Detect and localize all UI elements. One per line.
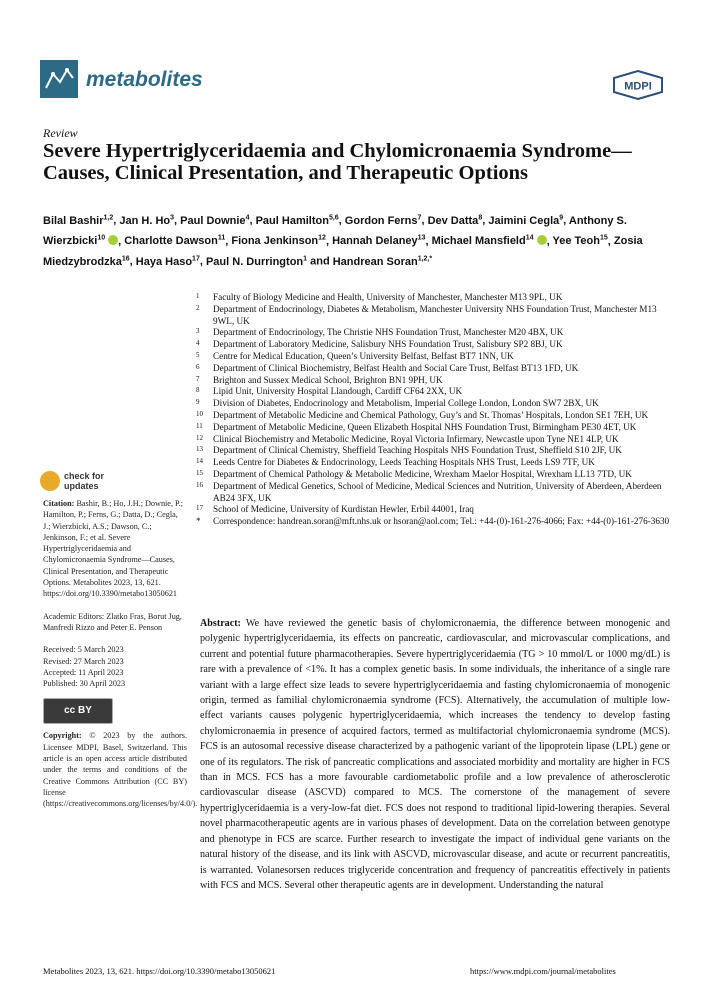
check-updates-line1: check for (64, 471, 105, 481)
affiliation-number: 4 (196, 339, 200, 348)
author (553, 235, 608, 247)
author (345, 215, 422, 227)
affiliation-item (196, 457, 670, 469)
author-name: Michael Mansfield (431, 235, 526, 248)
affiliation-number: 7 (196, 374, 200, 383)
author-name: Paul N. Durrington (205, 255, 304, 268)
orcid-icon[interactable] (537, 235, 547, 245)
author-name: Paul Hamilton (255, 214, 329, 227)
affiliation-text: Department of Endocrinology, Diabetes & Metabolism, Manchester University NHS Foundation Trust, Manchester M13 9WL, UK (213, 303, 657, 326)
affiliation-item (196, 468, 670, 481)
affiliation-number: 6 (196, 362, 200, 371)
author-affiliation-ref: 12 (318, 234, 326, 242)
affiliation-text: Department of Metabolic Medicine and Chemical Pathology, Guy’s and St. Thomas’ Hospitals, London SE1 7EH, UK (213, 409, 649, 420)
footer-journal-url[interactable]: https://www.mdpi.com/journal/metabolites (470, 966, 616, 976)
affiliation-number: 1 (196, 292, 200, 300)
affiliation-number: 2 (196, 303, 200, 312)
affiliation-item (196, 480, 670, 505)
author-name: Jaimini Cegla (488, 214, 560, 227)
author-affiliation-ref: 3 (170, 214, 175, 221)
affiliations (196, 292, 670, 528)
accepted-date: Accepted: 11 April 2023 (43, 667, 124, 677)
author-name: Handrean Soran (332, 255, 418, 268)
abstract-text: We have reviewed the genetic basis of chylomicronaemia, the difference between monogenic and polygenic hypertriglyceridaemia, its effects on pancreatic, cardiovascular, and microvascular complications, and current and potential future pharmacotherapies. Severe hypertriglyceridaemia (TG > 10 mmol/L or 1000 mg/dL) is rare with a prevalence of <1%. It has a complex genetic basis. In some individuals, the inheritance of a single rare variant with a large effect size leads to severe hypertriglyceridaemia and fasting chylomicronaemia of monogenic origin, termed as familial chylomicronaemia syndrome (FCS). Alternatively, the accumulation of multiple low-effect variants causes polygenic hypertriglyceridaemia, which increases the tendency to develop fasting chylomicronaemia in presence of acquired factors, termed as multifactorial chylomicronaemia syndrome (MCS). FCS is an autosomal recessive disease characterized by a pathogenic variant of the lipoprotein lipase (LPL) gene or one of its regulators. The risk of pancreatic complications and associated morbidity and mortality are higher in FCS than in MCS. FCS has a more favourable cardiometabolic profile and a low prevalence of atherosclerotic cardiovascular disease (ASCVD) compared to MCS. The cornerstone of the management of severe hypertriglyceridaemia is a very-low-fat diet. FCS does not respond to traditional lipid-lowering therapies. Several novel pharmacotherapeutic agents are in various phases of development. Data on the correlation between genotype and phenotype in FCS are scarce. Further research to investigate the impact of individual gene variants on the natural history of the disease, and its link with ASCVD, microvascular disease, and acute or recurrent pancreatitis, is warranted. Volanesorsen reduces triglyceride concentration and frequency of pancreatitis effectively in patients with FCS and MCS. Several other therapeutic agents are in development. Understanding the natural (200, 618, 670, 891)
affiliation-number: 14 (196, 457, 203, 466)
affiliation-number: 8 (196, 386, 200, 395)
citation-text[interactable]: Bashir, B.; Ho, J.H.; Downie, P.; Hamilton, P.; Ferns, G.; Datta, D.; Cegla, J.; Wierzbicki, A.S.; Dawson, C.; Jenkinson, F.; et al. Severe Hypertriglyceridaemia and Chylomicronaemia Syndrome—Causes, Clinical Presentation, and Therapeutic Options. Metabolites 2023, 13, 621. https://doi.org/10.3390/metabo13050621 (43, 499, 184, 599)
author-affiliation-ref: 1,2,* (417, 255, 433, 263)
author (43, 215, 113, 227)
copyright-block (43, 730, 198, 809)
author (428, 215, 483, 227)
author (256, 215, 339, 227)
footer-citation[interactable]: Metabolites 2023, 13, 621. https://doi.org/10.3390/metabo13050621 (43, 966, 276, 976)
author-affiliation-ref: 16 (121, 255, 130, 263)
author-affiliation-ref: 1 (303, 255, 308, 263)
affiliation-number: 16 (196, 480, 203, 489)
author-name: Jan H. Ho (119, 214, 171, 227)
author-name: Gordon Ferns (344, 214, 418, 227)
affiliation-item (196, 303, 670, 328)
mdpi-logo (612, 70, 664, 100)
author-name: Bilal Bashir (43, 214, 104, 227)
journal-name: metabolites (86, 68, 203, 91)
affiliation-text: School of Medicine, University of Kurdistan Hewler, Erbil 44001, Iraq (213, 504, 474, 515)
affiliation-number: 3 (196, 327, 200, 336)
author-name: Paul Downie (180, 214, 246, 227)
affiliation-item (196, 339, 670, 351)
author-name: Haya Haso (135, 255, 193, 268)
abstract (200, 616, 670, 893)
author-name: Dev Datta (427, 214, 479, 227)
author (136, 256, 200, 268)
author (180, 215, 249, 227)
affiliation-number: 9 (196, 398, 200, 407)
affiliation-number: 5 (196, 350, 200, 359)
affiliation-item (196, 386, 670, 398)
correspondence-marker: * (196, 516, 201, 527)
orcid-icon[interactable] (108, 235, 118, 245)
published-date: Published: 30 April 2023 (43, 679, 126, 689)
affiliation-item (196, 504, 670, 516)
author-affiliation-ref: 10 (97, 234, 106, 242)
author (332, 235, 425, 247)
author-name: Hannah Delaney (332, 235, 418, 248)
affiliation-text: Department of Clinical Biochemistry, Belfast Health and Social Care Trust, Belfast BT13 1FD, UK (213, 362, 579, 373)
author (231, 235, 326, 247)
affiliation-item (196, 398, 670, 410)
publisher-name: MDPI (624, 80, 652, 93)
affiliation-number: 13 (196, 445, 203, 454)
affiliation-item (196, 374, 670, 387)
affiliation-item (196, 421, 670, 434)
check-updates-line2: updates (64, 481, 99, 491)
journal-logo (40, 60, 78, 98)
abstract-label: Abstract: (200, 618, 241, 629)
author (119, 215, 174, 227)
affiliation-item (196, 409, 670, 422)
author (333, 256, 432, 268)
check-updates-icon (40, 471, 60, 491)
author-affiliation-ref: 14 (525, 234, 534, 242)
article-type: Review (43, 126, 78, 140)
author-affiliation-ref: 1,2 (103, 214, 114, 221)
author-affiliation-ref: 4 (245, 214, 250, 221)
affiliation-item (196, 292, 670, 304)
check-for-updates-button[interactable] (40, 471, 115, 495)
affiliation-text: Clinical Biochemistry and Metabolic Medicine, Royal Victoria Infirmary, Newcastle upon Tyne NE1 4LP, UK (213, 433, 619, 444)
author-name: Anthony S. Wierzbicki (43, 214, 627, 248)
affiliation-number: 10 (196, 409, 203, 418)
affiliation-item (196, 327, 670, 339)
affiliation-item (196, 445, 670, 457)
author-affiliation-ref: 5,6 (328, 214, 339, 221)
sidebar (43, 498, 198, 821)
affiliation-text: Department of Medical Genetics, School of Medicine, Medical Sciences and Nutrition, University of Aberdeen, Aberdeen AB24 3FX, UK (213, 480, 662, 503)
author (124, 235, 225, 247)
author-name: Fiona Jenkinson (231, 235, 319, 248)
affiliation-text: Department of Chemical Pathology & Metabolic Medicine, Wrexham Maelor Hospital, Wrexham LL13 7TD, UK (213, 468, 632, 479)
cc-by-license-badge[interactable]: cc BY (43, 698, 113, 724)
affiliation-text: Department of Metabolic Medicine, Queen Elizabeth Hospital NHS Foundation Trust, Birmingham PE30 4ET, UK (213, 421, 637, 432)
affiliation-text: Brighton and Sussex Medical School, Brighton BN1 9PH, UK (213, 374, 443, 385)
author-affiliation-ref: 13 (417, 234, 426, 242)
affiliation-number: 17 (196, 504, 203, 513)
academic-editors: Academic Editors: Zlatko Fras, Borut Jug, Manfredi Rizzo and Peter E. Penson (43, 611, 182, 632)
copyright-text: © 2023 by the authors. Licensee MDPI, Basel, Switzerland. This article is an open access article distributed under the terms and conditions of the Creative Commons Attribution (CC BY) license (https://creativecommons.org/licenses/by/4.0/). (43, 731, 198, 809)
affiliation-item (196, 350, 670, 363)
dates-block (43, 644, 187, 689)
author-name: Yee Teoh (552, 235, 600, 248)
author (432, 235, 547, 247)
correspondence (196, 516, 670, 528)
affiliation-item (196, 433, 670, 446)
author-list: Bilal Bashir$^{1,2}$, Jan H. Ho$^3$, Paul Downie$^4$, Paul Hamilton$^{5,6}$, Gordon Ferns$^7$, Dev Datta$^8$, Jaimini Cegla$^9$, Anthony S. Wierzbicki$^{10}$ , Charlotte Dawson$^{11}$, Fiona Jenkinson$^{12}$, Hannah Delaney$^{13}$, Michael Mansfield$^{14}$ , Yee Teoh$^{15}$, Zosia Miedzybrodzka$^{16}$, Haya Haso$^{17}$, Paul N. Durrington$^1$ and Handrean Soran$^{1,2,*}$ (43, 214, 643, 268)
citation-block (43, 498, 187, 600)
received-date: Received: 5 March 2023 (43, 645, 124, 655)
affiliation-text: Department of Endocrinology, The Christie NHS Foundation Trust, Manchester M20 4BX, UK (213, 327, 564, 338)
citation-label: Citation: (43, 499, 75, 508)
author-name: Charlotte Dawson (124, 235, 218, 248)
author-affiliation-ref: 8 (478, 214, 483, 221)
affiliation-number: 12 (196, 433, 203, 442)
page-title: Severe Hypertriglyceridaemia and Chylomicronaemia Syndrome—Causes, Clinical Presentation, and Therapeutic Options (43, 140, 632, 184)
copyright-label: Copyright: (43, 731, 82, 741)
correspondence-text[interactable]: Correspondence: handrean.soran@mft.nhs.uk or hsoran@aol.com; Tel.: +44-(0)-161-276-4066; Fax: +44-(0)-161-276-3630 (213, 516, 670, 527)
author-affiliation-ref: 9 (559, 214, 564, 221)
affiliation-text: Centre for Medical Education, Queen’s University Belfast, Belfast BT7 1NN, UK (213, 350, 514, 361)
affiliation-number: 15 (196, 468, 203, 477)
author (488, 215, 563, 227)
revised-date: Revised: 27 March 2023 (43, 656, 124, 666)
affiliation-text: Leeds Centre for Diabetes & Endocrinology, Leeds Teaching Hospitals NHS Trust, Leeds LS9 7TF, UK (213, 457, 595, 468)
affiliation-text: Department of Clinical Chemistry, Sheffield Teaching Hospitals NHS Foundation Trust, Sheffield S10 2JF, UK (213, 445, 622, 456)
affiliation-text: Division of Diabetes, Endocrinology and Metabolism, Imperial College London, London SW7 2BX, UK (213, 398, 599, 409)
author-affiliation-ref: 7 (417, 214, 422, 221)
affiliation-item (196, 362, 670, 375)
affiliation-number: 11 (196, 421, 203, 430)
author (206, 256, 307, 268)
author-affiliation-ref: 15 (599, 234, 608, 242)
author-affiliation-ref: 11 (217, 234, 226, 242)
affiliation-text: Faculty of Biology Medicine and Health, University of Manchester, Manchester M13 9PL, UK (213, 292, 563, 302)
affiliation-text: Department of Laboratory Medicine, Salisbury NHS Foundation Trust, Salisbury SP2 8BJ, UK (213, 339, 563, 350)
affiliation-text: Lipid Unit, University Hospital Llandough, Cardiff CF64 2XX, UK (213, 386, 463, 397)
author-affiliation-ref: 17 (192, 255, 200, 263)
author-name: Zosia Miedzybrodzka (43, 235, 643, 268)
